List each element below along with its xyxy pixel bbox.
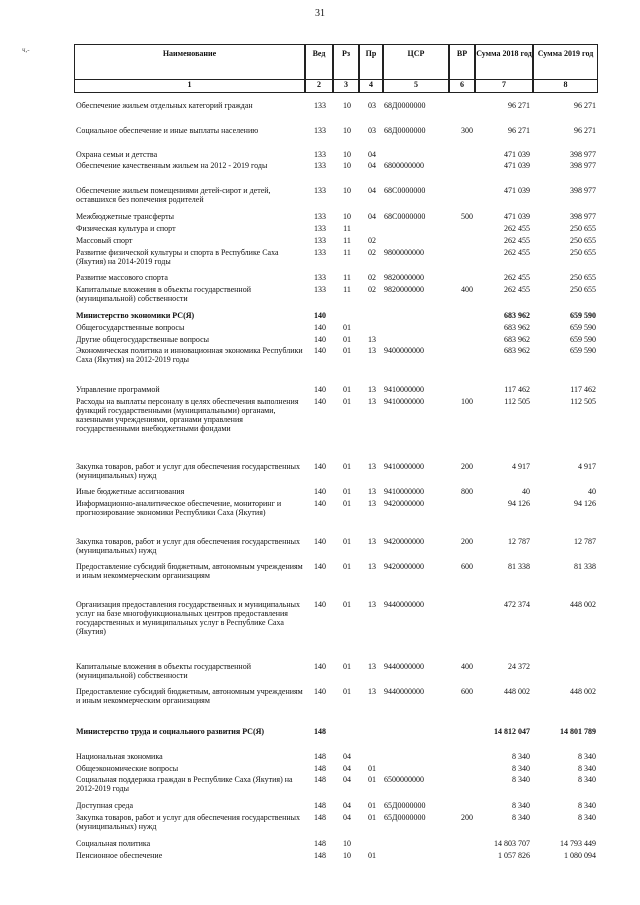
row-csr: 9410000000 — [384, 385, 424, 394]
row-sum-2019: 448 002 — [570, 687, 596, 696]
row-name: Доступная среда — [76, 801, 134, 810]
row-pr: 02 — [368, 285, 376, 294]
row-pr: 04 — [368, 186, 376, 195]
row-rz: 01 — [343, 687, 351, 696]
row-ved: 140 — [314, 499, 326, 508]
row-pr: 01 — [368, 801, 376, 810]
row-sum-2019: 398 977 — [570, 186, 596, 195]
row-ved: 140 — [314, 397, 326, 406]
row-ved: 140 — [314, 385, 326, 394]
row-rz: 10 — [343, 212, 351, 221]
row-ved: 140 — [314, 487, 326, 496]
row-name: Развитие массового спорта — [76, 273, 168, 282]
row-name: Закупка товаров, работ и услуг для обеспечения государственных (муниципальных) нужд — [76, 537, 301, 555]
row-vr: 200 — [461, 537, 473, 546]
row-name: Иные бюджетные ассигнования — [76, 487, 185, 496]
row-pr: 13 — [368, 346, 376, 355]
row-pr: 01 — [368, 775, 376, 784]
row-csr: 9440000000 — [384, 600, 424, 609]
row-sum-2018: 471 039 — [504, 150, 530, 159]
row-name: Социальная поддержка граждан в Республике Саха (Якутия) на 2012-2019 годы — [76, 775, 293, 793]
row-rz: 10 — [343, 150, 351, 159]
row-sum-2018: 96 271 — [508, 101, 530, 110]
header-pr: Пр — [359, 44, 383, 80]
col-num-2: 2 — [305, 79, 333, 93]
row-sum-2019: 81 338 — [574, 562, 596, 571]
row-sum-2019: 448 002 — [570, 600, 596, 609]
row-name: Физическая культура и спорт — [76, 224, 176, 233]
row-sum-2018: 448 002 — [504, 687, 530, 696]
row-sum-2018: 81 338 — [508, 562, 530, 571]
row-rz: 04 — [343, 801, 351, 810]
row-pr: 13 — [368, 662, 376, 671]
row-sum-2018: 262 455 — [504, 248, 530, 257]
row-name: Предоставление субсидий бюджетным, автономным учреждениям и иным некоммерческим организациям — [76, 687, 303, 705]
row-ved: 140 — [314, 687, 326, 696]
row-ved: 148 — [314, 727, 326, 736]
row-csr: 65Д0000000 — [384, 813, 426, 822]
row-rz: 04 — [343, 764, 351, 773]
row-sum-2019: 8 340 — [578, 764, 596, 773]
row-name: Капитальные вложения в объекты государственной (муниципальной) собственности — [76, 662, 251, 680]
row-ved: 140 — [314, 537, 326, 546]
row-rz: 01 — [343, 397, 351, 406]
header-csr: ЦСР — [383, 44, 449, 80]
row-sum-2019: 250 655 — [570, 224, 596, 233]
row-csr: 9440000000 — [384, 687, 424, 696]
row-sum-2018: 262 455 — [504, 236, 530, 245]
row-sum-2018: 8 340 — [512, 764, 530, 773]
row-name: Социальная политика — [76, 839, 151, 848]
row-pr: 13 — [368, 499, 376, 508]
row-name: Развитие физической культуры и спорта в Республике Саха (Якутия) на 2014-2019 годы — [76, 248, 279, 266]
row-rz: 04 — [343, 813, 351, 822]
row-sum-2018: 262 455 — [504, 273, 530, 282]
row-rz: 11 — [343, 273, 351, 282]
row-sum-2018: 94 126 — [508, 499, 530, 508]
row-name: Национальная экономика — [76, 752, 163, 761]
table-body — [74, 0, 598, 905]
row-sum-2018: 8 340 — [512, 775, 530, 784]
row-sum-2019: 8 340 — [578, 752, 596, 761]
row-vr: 100 — [461, 397, 473, 406]
row-sum-2018: 14 812 047 — [494, 727, 530, 736]
row-name: Обеспечение жильем отдельных категорий граждан — [76, 101, 253, 110]
row-name: Социальное обеспечение и иные выплаты населению — [76, 126, 259, 135]
row-pr: 03 — [368, 101, 376, 110]
row-ved: 148 — [314, 764, 326, 773]
row-sum-2018: 8 340 — [512, 752, 530, 761]
row-ved: 133 — [314, 273, 326, 282]
row-ved: 148 — [314, 775, 326, 784]
row-ved: 133 — [314, 186, 326, 195]
row-csr: 9410000000 — [384, 487, 424, 496]
row-sum-2018: 117 462 — [504, 385, 530, 394]
row-rz: 10 — [343, 186, 351, 195]
row-pr: 13 — [368, 462, 376, 471]
row-sum-2019: 659 590 — [570, 346, 596, 355]
row-ved: 133 — [314, 161, 326, 170]
row-sum-2019: 659 590 — [570, 323, 596, 332]
row-ved: 133 — [314, 101, 326, 110]
row-sum-2019: 40 — [588, 487, 596, 496]
row-sum-2019: 96 271 — [574, 101, 596, 110]
header-sum-2018: Сумма 2018 год — [475, 44, 533, 80]
row-name: Массовый спорт — [76, 236, 133, 245]
row-name: Обеспечение жильем помещениями детей-сирот и детей, оставшихся без попечения родителей — [76, 186, 271, 204]
row-sum-2018: 96 271 — [508, 126, 530, 135]
row-csr: 9800000000 — [384, 248, 424, 257]
col-num-5: 5 — [383, 79, 449, 93]
row-rz: 01 — [343, 537, 351, 546]
row-rz: 01 — [343, 499, 351, 508]
row-csr: 68Д0000000 — [384, 126, 426, 135]
row-sum-2019: 8 340 — [578, 813, 596, 822]
row-sum-2019: 659 590 — [570, 335, 596, 344]
header-ved: Вед — [305, 44, 333, 80]
row-rz: 10 — [343, 126, 351, 135]
row-sum-2018: 112 505 — [504, 397, 530, 406]
row-ved: 133 — [314, 285, 326, 294]
row-name: Общеэкономические вопросы — [76, 764, 179, 773]
row-sum-2019: 1 080 094 — [564, 851, 596, 860]
row-ved: 133 — [314, 236, 326, 245]
row-ved: 148 — [314, 801, 326, 810]
row-csr: 6800000000 — [384, 161, 424, 170]
col-num-4: 4 — [359, 79, 383, 93]
row-vr: 600 — [461, 687, 473, 696]
row-vr: 200 — [461, 462, 473, 471]
row-sum-2018: 471 039 — [504, 186, 530, 195]
row-vr: 500 — [461, 212, 473, 221]
row-pr: 02 — [368, 236, 376, 245]
row-name: Расходы на выплаты персоналу в целях обеспечения выполнения функций государственными (муниципальными) органами, казенными учреждениями, органами управления государственными внебюджетными фондами — [76, 397, 299, 433]
row-csr: 9410000000 — [384, 397, 424, 406]
row-pr: 13 — [368, 335, 376, 344]
row-sum-2018: 262 455 — [504, 224, 530, 233]
row-ved: 140 — [314, 311, 326, 320]
page-number: 31 — [315, 8, 325, 19]
row-ved: 140 — [314, 662, 326, 671]
row-pr: 02 — [368, 248, 376, 257]
row-vr: 200 — [461, 813, 473, 822]
row-ved: 148 — [314, 813, 326, 822]
row-pr: 13 — [368, 397, 376, 406]
row-pr: 03 — [368, 126, 376, 135]
row-sum-2018: 471 039 — [504, 161, 530, 170]
row-vr: 600 — [461, 562, 473, 571]
row-csr: 9420000000 — [384, 499, 424, 508]
row-rz: 01 — [343, 385, 351, 394]
row-sum-2018: 471 039 — [504, 212, 530, 221]
row-ved: 140 — [314, 600, 326, 609]
row-sum-2019: 96 271 — [574, 126, 596, 135]
row-pr: 13 — [368, 487, 376, 496]
header-name: Наименование — [74, 44, 305, 80]
row-csr: 68С0000000 — [384, 212, 426, 221]
row-rz: 01 — [343, 462, 351, 471]
row-csr: 9420000000 — [384, 537, 424, 546]
row-name: Обеспечение качественным жильем на 2012 - 2019 годы — [76, 161, 268, 170]
row-name: Общегосударственные вопросы — [76, 323, 185, 332]
row-sum-2018: 683 962 — [504, 346, 530, 355]
row-pr: 13 — [368, 385, 376, 394]
margin-mark: ч,- — [22, 46, 30, 54]
row-ved: 140 — [314, 323, 326, 332]
row-pr: 13 — [368, 687, 376, 696]
row-sum-2019: 250 655 — [570, 285, 596, 294]
row-sum-2019: 250 655 — [570, 273, 596, 282]
row-csr: 9820000000 — [384, 273, 424, 282]
row-sum-2018: 24 372 — [508, 662, 530, 671]
row-vr: 800 — [461, 487, 473, 496]
row-sum-2019: 112 505 — [570, 397, 596, 406]
row-vr: 300 — [461, 126, 473, 135]
row-ved: 133 — [314, 212, 326, 221]
row-csr: 9400000000 — [384, 346, 424, 355]
row-sum-2018: 683 962 — [504, 323, 530, 332]
row-name: Охрана семьи и детства — [76, 150, 158, 159]
row-csr: 9420000000 — [384, 562, 424, 571]
row-name: Предоставление субсидий бюджетным, автономным учреждениям и иным некоммерческим организациям — [76, 562, 303, 580]
row-sum-2018: 683 962 — [504, 335, 530, 344]
row-name: Министерство экономики РС(Я) — [76, 311, 195, 320]
row-sum-2018: 1 057 826 — [498, 851, 530, 860]
row-sum-2019: 398 977 — [570, 212, 596, 221]
row-sum-2019: 14 793 449 — [560, 839, 596, 848]
row-rz: 10 — [343, 101, 351, 110]
row-sum-2018: 472 374 — [504, 600, 530, 609]
row-rz: 01 — [343, 335, 351, 344]
row-sum-2018: 262 455 — [504, 285, 530, 294]
row-sum-2019: 12 787 — [574, 537, 596, 546]
row-csr: 65Д0000000 — [384, 801, 426, 810]
row-vr: 400 — [461, 662, 473, 671]
row-sum-2019: 398 977 — [570, 161, 596, 170]
row-pr: 04 — [368, 150, 376, 159]
row-name: Управление программой — [76, 385, 160, 394]
row-sum-2018: 14 803 707 — [494, 839, 530, 848]
row-rz: 10 — [343, 851, 351, 860]
row-pr: 13 — [368, 600, 376, 609]
row-ved: 133 — [314, 248, 326, 257]
row-ved: 140 — [314, 562, 326, 571]
row-name: Закупка товаров, работ и услуг для обеспечения государственных (муниципальных) нужд — [76, 462, 301, 480]
row-csr: 68Д0000000 — [384, 101, 426, 110]
row-ved: 133 — [314, 126, 326, 135]
row-sum-2019: 94 126 — [574, 499, 596, 508]
row-sum-2018: 683 962 — [504, 311, 530, 320]
col-num-8: 8 — [533, 79, 598, 93]
row-sum-2019: 4 917 — [578, 462, 596, 471]
row-ved: 140 — [314, 462, 326, 471]
row-vr: 400 — [461, 285, 473, 294]
row-rz: 10 — [343, 839, 351, 848]
row-ved: 148 — [314, 851, 326, 860]
row-rz: 11 — [343, 236, 351, 245]
header-vr: ВР — [449, 44, 475, 80]
row-rz: 01 — [343, 323, 351, 332]
row-sum-2018: 12 787 — [508, 537, 530, 546]
row-sum-2019: 250 655 — [570, 236, 596, 245]
row-pr: 01 — [368, 851, 376, 860]
row-rz: 10 — [343, 161, 351, 170]
col-num-1: 1 — [74, 79, 305, 93]
row-pr: 04 — [368, 161, 376, 170]
row-pr: 04 — [368, 212, 376, 221]
row-csr: 6500000000 — [384, 775, 424, 784]
row-rz: 04 — [343, 775, 351, 784]
row-sum-2019: 398 977 — [570, 150, 596, 159]
row-rz: 01 — [343, 600, 351, 609]
col-num-7: 7 — [475, 79, 533, 93]
row-rz: 11 — [343, 224, 351, 233]
row-pr: 01 — [368, 764, 376, 773]
row-rz: 01 — [343, 346, 351, 355]
row-name: Капитальные вложения в объекты государственной (муниципальной) собственности — [76, 285, 251, 303]
row-name: Организация предоставления государственных и муниципальных услуг на базе многофункциональных центров предоставления государственных и муниципальных услуг в Республике Саха (Якутия) — [76, 600, 301, 636]
row-sum-2019: 8 340 — [578, 775, 596, 784]
row-sum-2019: 117 462 — [570, 385, 596, 394]
row-name: Межбюджетные трансферты — [76, 212, 174, 221]
row-sum-2019: 659 590 — [570, 311, 596, 320]
row-sum-2018: 4 917 — [512, 462, 530, 471]
row-sum-2019: 14 801 789 — [560, 727, 596, 736]
row-sum-2019: 8 340 — [578, 801, 596, 810]
row-sum-2018: 8 340 — [512, 813, 530, 822]
row-csr: 9440000000 — [384, 662, 424, 671]
row-name: Министерство труда и социального развития РС(Я) — [76, 727, 265, 736]
row-rz: 01 — [343, 487, 351, 496]
row-name: Другие общегосударственные вопросы — [76, 335, 210, 344]
row-pr: 13 — [368, 562, 376, 571]
col-num-6: 6 — [449, 79, 475, 93]
row-sum-2019: 250 655 — [570, 248, 596, 257]
row-ved: 133 — [314, 150, 326, 159]
col-num-3: 3 — [333, 79, 359, 93]
row-pr: 01 — [368, 813, 376, 822]
row-ved: 148 — [314, 752, 326, 761]
row-rz: 04 — [343, 752, 351, 761]
row-ved: 148 — [314, 839, 326, 848]
row-ved: 140 — [314, 346, 326, 355]
row-rz: 11 — [343, 248, 351, 257]
row-rz: 11 — [343, 285, 351, 294]
row-rz: 01 — [343, 662, 351, 671]
row-ved: 133 — [314, 224, 326, 233]
row-csr: 9410000000 — [384, 462, 424, 471]
row-name: Пенсионное обеспечение — [76, 851, 163, 860]
row-sum-2018: 8 340 — [512, 801, 530, 810]
row-sum-2018: 40 — [522, 487, 530, 496]
row-rz: 01 — [343, 562, 351, 571]
row-csr: 9820000000 — [384, 285, 424, 294]
row-pr: 02 — [368, 273, 376, 282]
row-name: Закупка товаров, работ и услуг для обеспечения государственных (муниципальных) нужд — [76, 813, 301, 831]
header-rz: Рз — [333, 44, 359, 80]
header-sum-2019: Сумма 2019 год — [533, 44, 598, 80]
row-csr: 68С0000000 — [384, 186, 426, 195]
row-pr: 13 — [368, 537, 376, 546]
row-name: Информационно-аналитическое обеспечение, мониторинг и прогнозирование экономики Республики Саха (Якутия) — [76, 499, 282, 517]
row-ved: 140 — [314, 335, 326, 344]
row-name: Экономическая политика и инновационная экономика Республики Саха (Якутия) на 2012-2019 годы — [76, 346, 303, 364]
